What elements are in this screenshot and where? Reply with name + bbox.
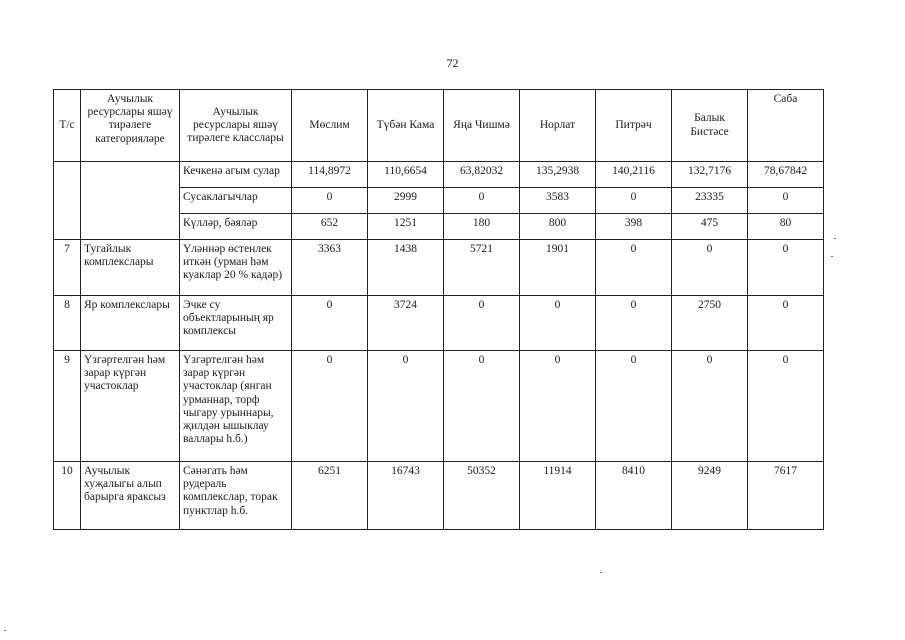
row-num: [54, 162, 81, 240]
row-value: 0: [748, 188, 824, 214]
row-category: Аучылык хуҗалыгы алып барырга яраксыз: [81, 462, 180, 530]
row-value: 6251: [292, 462, 368, 530]
row-num: 10: [54, 462, 81, 530]
row-num: 8: [54, 296, 81, 351]
header-num: Т/с: [54, 90, 81, 162]
row-num: 7: [54, 240, 81, 296]
scan-speck: [831, 256, 833, 257]
row-value: 140,2116: [596, 162, 672, 188]
row-value: 800: [520, 214, 596, 240]
row-value: 0: [596, 351, 672, 462]
row-value: 80: [748, 214, 824, 240]
row-value: 0: [520, 296, 596, 351]
row-value: 0: [292, 296, 368, 351]
row-class: Үзгәртелгән һәм зарар күргән участоклар (янган урманнар, торф чыгару урыннары, җилдән ышыклау валлары h.б.): [180, 351, 292, 462]
row-class: Күлләр, бәяләр: [180, 214, 292, 240]
header-district: Түбән Кама: [368, 90, 444, 162]
scan-speck: [600, 572, 602, 573]
row-value: 114,8972: [292, 162, 368, 188]
row-value: 0: [520, 351, 596, 462]
row-value: 3724: [368, 296, 444, 351]
row-value: 132,7176: [672, 162, 748, 188]
table-row: [54, 296, 824, 351]
row-class: Үләннәр өстенлек иткән (урман һәм куаклар 20 % кадәр): [180, 240, 292, 296]
row-category: Үзгәртелгән һәм зарар күргән участоклар: [81, 351, 180, 462]
row-value: 110,6654: [368, 162, 444, 188]
row-value: 1438: [368, 240, 444, 296]
row-class: Сусаклагычлар: [180, 188, 292, 214]
row-value: 0: [292, 188, 368, 214]
scan-speck: [834, 238, 836, 239]
row-value: 0: [444, 296, 520, 351]
row-value: 1901: [520, 240, 596, 296]
row-value: 8410: [596, 462, 672, 530]
row-category: Яр комплекслары: [81, 296, 180, 351]
header-district: Мөслим: [292, 90, 368, 162]
table-row: [54, 162, 824, 188]
header-category: Аучылык ресурслары яшәү тирәлеге категорияләре: [81, 90, 180, 162]
row-value: 78,67842: [748, 162, 824, 188]
row-value: 11914: [520, 462, 596, 530]
row-value: 16743: [368, 462, 444, 530]
row-category: Тугайлык комплекслары: [81, 240, 180, 296]
row-value: 135,2938: [520, 162, 596, 188]
row-class: Кечкенә агым сулар: [180, 162, 292, 188]
row-value: 652: [292, 214, 368, 240]
row-value: 50352: [444, 462, 520, 530]
row-class: Эчке су объектларының яр комплексы: [180, 296, 292, 351]
row-value: 180: [444, 214, 520, 240]
scan-speck: [4, 630, 6, 631]
row-value: 0: [444, 351, 520, 462]
row-value: 398: [596, 214, 672, 240]
header-class: Аучылык ресурслары яшәү тирәлеге класслары: [180, 90, 292, 162]
row-value: 0: [596, 296, 672, 351]
row-class: Сәнәгать һәм рудераль комплекслар, торак пунктлар h.б.: [180, 462, 292, 530]
table-row: [54, 240, 824, 296]
row-value: 9249: [672, 462, 748, 530]
row-value: 0: [748, 296, 824, 351]
table-row: [54, 351, 824, 462]
table-row: [54, 462, 824, 530]
header-district: Саба: [748, 90, 824, 162]
row-value: 0: [672, 351, 748, 462]
row-value: 0: [368, 351, 444, 462]
header-district: Балык Бистәсе: [672, 90, 748, 162]
row-value: 0: [672, 240, 748, 296]
row-value: 7617: [748, 462, 824, 530]
row-value: 475: [672, 214, 748, 240]
row-category: [81, 162, 180, 240]
row-value: 0: [444, 188, 520, 214]
row-value: 5721: [444, 240, 520, 296]
row-value: 3583: [520, 188, 596, 214]
row-value: 0: [292, 351, 368, 462]
header-district: Яңа Чишмә: [444, 90, 520, 162]
header-district: Норлат: [520, 90, 596, 162]
row-value: 3363: [292, 240, 368, 296]
row-value: 2999: [368, 188, 444, 214]
row-value: 1251: [368, 214, 444, 240]
row-value: 2750: [672, 296, 748, 351]
row-value: 0: [748, 351, 824, 462]
row-value: 0: [596, 188, 672, 214]
row-value: 0: [748, 240, 824, 296]
row-num: 9: [54, 351, 81, 462]
row-value: 63,82032: [444, 162, 520, 188]
row-value: 23335: [672, 188, 748, 214]
header-district: Питрәч: [596, 90, 672, 162]
page-number: 72: [446, 56, 459, 70]
row-value: 0: [596, 240, 672, 296]
header-row: [54, 90, 824, 162]
habitat-table: [53, 89, 824, 530]
